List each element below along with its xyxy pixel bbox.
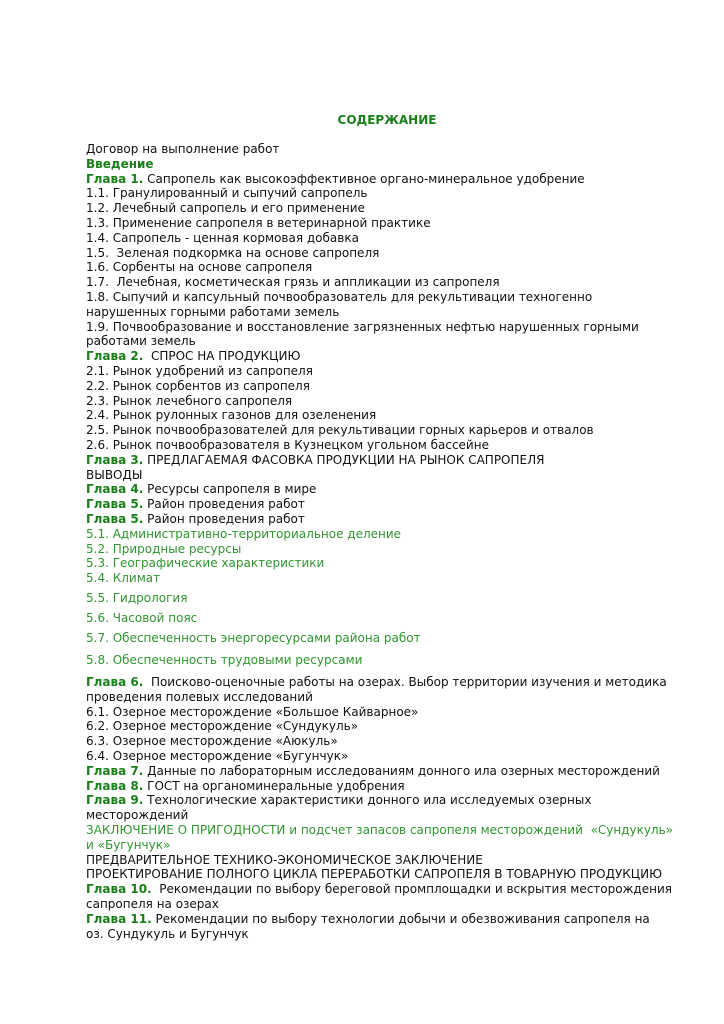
chapter-label: Глава 9. <box>86 793 144 808</box>
toc-entry <box>86 349 686 364</box>
toc-line <box>86 734 686 749</box>
toc-entry-section-5: 5.5. Гидрология <box>86 590 188 605</box>
entry-text: Район проведения работ <box>143 497 305 512</box>
entry-text: 6.1. Озерное месторождение «Большое Кайварное» <box>86 704 419 719</box>
entry-text: 1.6. Сорбенты на основе сапропеля <box>86 260 313 275</box>
toc-entry <box>86 912 686 942</box>
toc-line <box>86 779 686 794</box>
toc-line <box>86 468 686 483</box>
chapter-label: Глава 4. <box>86 482 144 497</box>
chapter-label: Глава 2. <box>86 349 144 364</box>
toc-entry <box>86 468 686 483</box>
chapter-label: Глава 7. <box>86 763 144 778</box>
toc-entry <box>86 793 686 823</box>
entry-text: 2.2. Рынок сорбентов из сапропеля <box>86 378 310 393</box>
entry-text: 1.1. Гранулированный и сыпучий сапропель <box>86 186 368 201</box>
toc-line <box>86 349 686 364</box>
entry-text: 2.1. Рынок удобрений из сапропеля <box>86 363 313 378</box>
entry-text: 1.5. Зеленая подкормка на основе сапропеля <box>86 245 380 260</box>
chapter-label: Глава 10. <box>86 882 152 897</box>
toc-line <box>86 793 686 808</box>
toc-line <box>86 882 686 897</box>
toc-line <box>86 157 686 172</box>
entry-continuation: проведения полевых исследований <box>86 689 313 704</box>
toc-entry <box>86 853 686 868</box>
toc-entry <box>86 201 686 216</box>
toc-line <box>86 201 686 216</box>
entry-text: 2.5. Рынок почвообразователей для рекультивации горных карьеров и отвалов <box>86 423 594 438</box>
chapter-label: Глава 1. <box>86 171 144 186</box>
toc-entry-section-5: 5.8. Обеспеченность трудовыми ресурсами <box>86 653 363 668</box>
entry-text: 1.4. Сапропель - ценная кормовая добавка <box>86 230 359 245</box>
entry-text: ПРОЕКТИРОВАНИЕ ПОЛНОГО ЦИКЛА ПЕРЕРАБОТКИ САПРОПЕЛЯ В ТОВАРНУЮ ПРОДУКЦИЮ <box>86 867 663 882</box>
toc-line <box>86 675 686 690</box>
toc-line <box>86 379 686 394</box>
toc-entry <box>86 764 686 779</box>
toc-line <box>86 497 686 512</box>
toc-entry <box>86 320 686 350</box>
toc-entry <box>86 882 686 912</box>
toc-line <box>86 364 686 379</box>
toc-line <box>86 231 686 246</box>
entry-text: Сапропель как высокоэффективное органо-минеральное удобрение <box>143 171 585 186</box>
entry-text: Данные по лабораторным исследованиям донного ила озерных месторождений <box>143 763 660 778</box>
chapter-label: Глава 5. <box>86 511 144 526</box>
toc-line <box>86 320 686 335</box>
entry-continuation: и «Бугунчук» <box>86 837 171 852</box>
toc-entry <box>86 246 686 261</box>
toc-line <box>86 246 686 261</box>
toc-entry <box>86 231 686 246</box>
toc-line <box>86 853 686 868</box>
chapter-label: Глава 6. <box>86 675 144 690</box>
toc-line <box>86 275 686 290</box>
chapter-label: Глава 5. <box>86 497 144 512</box>
entry-text: ПРЕДЛАГАЕМАЯ ФАСОВКА ПРОДУКЦИИ НА РЫНОК САПРОПЕЛЯ <box>143 452 545 467</box>
toc-line <box>86 408 686 423</box>
toc-entry <box>86 512 686 527</box>
toc-line <box>86 764 686 779</box>
entry-continuation: сапропеля на озерах <box>86 897 219 912</box>
toc-line <box>86 512 686 527</box>
toc-line <box>86 142 686 157</box>
toc-line <box>86 186 686 201</box>
toc-entry-section-5: 5.7. Обеспеченность энергоресурсами района работ <box>86 630 421 645</box>
toc-line <box>86 423 686 438</box>
entry-text: Ресурсы сапропеля в мире <box>143 482 317 497</box>
table-of-contents <box>86 142 686 941</box>
entry-continuation: работами земель <box>86 334 196 349</box>
toc-entry <box>86 408 686 423</box>
entry-text: 1.2. Лечебный сапропель и его применение <box>86 201 365 216</box>
toc-entry-section-5: 5.4. Климат <box>86 571 161 586</box>
toc-entry <box>86 675 686 705</box>
toc-entry <box>86 779 686 794</box>
toc-entry-section-5: 5.2. Природные ресурсы <box>86 541 242 556</box>
toc-entry <box>86 275 686 290</box>
entry-text: 2.3. Рынок лечебного сапропеля <box>86 393 293 408</box>
toc-line <box>86 867 686 882</box>
toc-entry <box>86 705 686 720</box>
toc-entry <box>86 867 686 882</box>
toc-line <box>86 260 686 275</box>
entry-continuation: нарушенных горными работами земель <box>86 304 340 319</box>
toc-line <box>86 216 686 231</box>
toc-entry-section-5: 5.6. Часовой пояс <box>86 610 198 625</box>
entry-text: 1.9. Почвообразование и восстановление загрязненных нефтью нарушенных горными <box>86 319 639 334</box>
entry-text: Поисково-оценочные работы на озерах. Выбор территории изучения и методика <box>143 675 667 690</box>
toc-line <box>86 172 686 187</box>
toc-line <box>86 719 686 734</box>
toc-entry <box>86 497 686 512</box>
entry-text: 6.4. Озерное месторождение «Бугунчук» <box>86 749 349 764</box>
entry-text: 6.2. Озерное месторождение «Сундукуль» <box>86 719 359 734</box>
toc-entry <box>86 734 686 749</box>
entry-text: 2.6. Рынок почвообразователя в Кузнецком угольном бассейне <box>86 437 489 452</box>
entry-text: ГОСТ на органоминеральные удобрения <box>143 778 405 793</box>
toc-entry <box>86 438 686 453</box>
entry-text: Рекомендации по выбору береговой промплощадки и вскрытия месторождения <box>151 882 672 897</box>
toc-entry <box>86 719 686 734</box>
toc-entry <box>86 423 686 438</box>
chapter-label: Глава 8. <box>86 778 144 793</box>
chapter-label: Глава 11. <box>86 911 152 926</box>
toc-entry <box>86 379 686 394</box>
entry-text: Рекомендации по выбору технологии добычи и обезвоживания сапропеля на <box>151 911 650 926</box>
toc-line <box>86 482 686 497</box>
entry-text: ВЫВОДЫ <box>86 467 143 482</box>
toc-entry <box>86 749 686 764</box>
toc-line <box>86 912 686 927</box>
entry-continuation: месторождений <box>86 808 189 823</box>
toc-line <box>86 290 686 305</box>
toc-entry-section-5: 5.1. Административно-территориальное деление <box>86 526 402 541</box>
toc-entry-section-5: 5.3. Географические характеристики <box>86 556 325 571</box>
chapter-label: Глава 3. <box>86 452 144 467</box>
toc-line <box>86 453 686 468</box>
toc-entry <box>86 364 686 379</box>
chapter-label: Введение <box>86 156 154 171</box>
toc-line <box>86 705 686 720</box>
entry-text: 2.4. Рынок рулонных газонов для озеленения <box>86 408 377 423</box>
entry-text: 1.7. Лечебная, косметическая грязь и аппликации из сапропеля <box>86 275 500 290</box>
toc-entry <box>86 142 686 157</box>
toc-entry <box>86 157 686 172</box>
toc-entry <box>86 290 686 320</box>
entry-continuation: оз. Сундукуль и Бугунчук <box>86 926 249 941</box>
toc-line <box>86 394 686 409</box>
conclusion-entry <box>86 823 686 853</box>
toc-entry <box>86 260 686 275</box>
toc-line <box>86 749 686 764</box>
entry-text: 6.3. Озерное месторождение «Аюкуль» <box>86 734 338 749</box>
entry-text: Договор на выполнение работ <box>86 142 280 156</box>
entry-text: Технологические характеристики донного ила исследуемых озерных <box>143 793 592 808</box>
toc-entry <box>86 394 686 409</box>
toc-entry <box>86 216 686 231</box>
toc-entry <box>86 453 686 468</box>
toc-entry <box>86 186 686 201</box>
toc-line <box>86 438 686 453</box>
toc-entry <box>86 482 686 497</box>
entry-text: Район проведения работ <box>143 511 305 526</box>
entry-text: 1.8. Сыпучий и капсульный почвообразователь для рекультивации техногенно <box>86 289 593 304</box>
page-title: СОДЕРЖАНИЕ <box>337 113 437 127</box>
toc-entry <box>86 172 686 187</box>
entry-text: ПРЕДВАРИТЕЛЬНОЕ ТЕХНИКО-ЭКОНОМИЧЕСКОЕ ЗАКЛЮЧЕНИЕ <box>86 852 483 867</box>
entry-text: СПРОС НА ПРОДУКЦИЮ <box>143 349 301 364</box>
entry-text: 1.3. Применение сапропеля в ветеринарной практике <box>86 215 431 230</box>
entry-text: ЗАКЛЮЧЕНИЕ О ПРИГОДНОСТИ и подсчет запасов сапропеля месторождений «Сундукуль» <box>86 823 674 838</box>
